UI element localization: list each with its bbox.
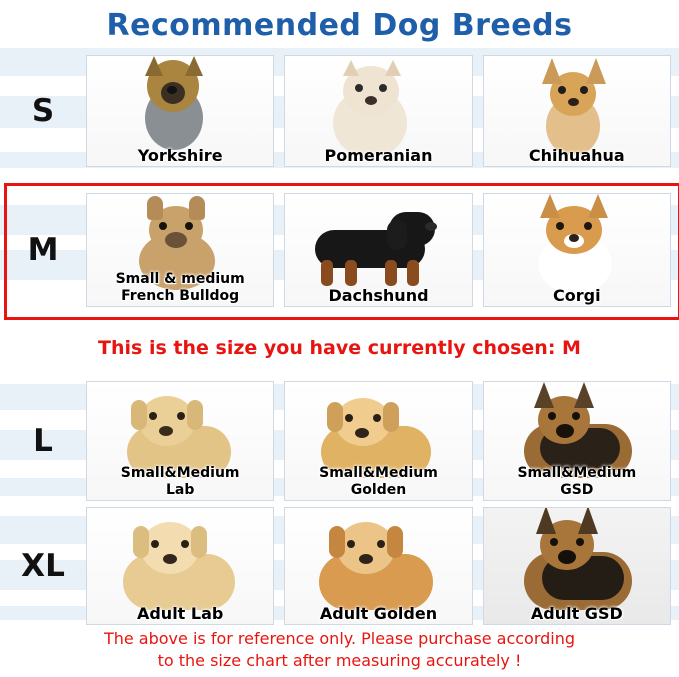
breed-caption-line2: Golden	[350, 482, 407, 498]
breed-card-adult-lab[interactable]	[86, 507, 274, 625]
footer-note	[0, 628, 679, 672]
breed-caption	[285, 465, 471, 499]
row-cards-m	[86, 193, 679, 307]
breed-card-pomeranian[interactable]	[284, 55, 472, 167]
breed-caption: Dachshund	[328, 286, 429, 305]
page-title: Recommended Dog Breeds	[106, 8, 573, 43]
breed-card-dachshund[interactable]	[284, 193, 472, 307]
breed-caption	[87, 465, 273, 499]
breed-caption-line1: Small&Medium	[517, 465, 637, 481]
breed-caption: Adult GSD	[530, 604, 623, 623]
breed-caption-line2: French Bulldog	[121, 288, 240, 304]
breed-caption-line2: GSD	[560, 482, 594, 498]
breed-card-adult-gsd[interactable]	[483, 507, 671, 625]
breed-caption: Corgi	[553, 286, 601, 305]
row-label-m: M	[27, 232, 59, 268]
breed-caption: Pomeranian	[324, 145, 433, 165]
breed-card-chihuahua[interactable]	[483, 55, 671, 167]
footer-note-line2: to the size chart after measuring accurately !	[157, 651, 522, 670]
size-row-m	[0, 192, 679, 308]
row-label-s: S	[31, 92, 55, 129]
chosen-size-note: This is the size you have currently chosen: M	[98, 337, 581, 359]
breed-card-small-medium-golden[interactable]	[284, 381, 472, 501]
size-row-xl	[0, 506, 679, 626]
breed-caption: Yorkshire	[137, 145, 223, 165]
breed-caption: Adult Golden	[319, 604, 438, 623]
breed-card-adult-golden[interactable]	[284, 507, 472, 625]
row-cards-s	[86, 55, 679, 167]
breed-caption: Chihuahua	[528, 145, 625, 165]
breed-caption: Adult Lab	[136, 604, 224, 623]
size-row-l	[0, 380, 679, 502]
footer-note-line1: The above is for reference only. Please purchase according	[103, 629, 576, 648]
breed-caption	[484, 465, 670, 499]
row-cards-xl	[86, 507, 679, 625]
size-row-s	[0, 53, 679, 168]
breed-caption-line1: Small&Medium	[319, 465, 438, 481]
breed-card-yorkshire[interactable]	[86, 55, 274, 167]
breed-card-small-medium-gsd[interactable]	[483, 381, 671, 501]
breed-caption-line2: Lab	[165, 482, 195, 498]
row-label-l: L	[33, 423, 53, 459]
breed-card-small-medium-lab[interactable]	[86, 381, 274, 501]
row-label-xl: XL	[21, 548, 65, 584]
breed-caption-line1: Small&Medium	[120, 465, 240, 481]
breed-caption	[87, 271, 273, 305]
breed-card-french-bulldog[interactable]	[86, 193, 274, 307]
breed-caption-line1: Small & medium	[115, 271, 245, 287]
row-cards-l	[86, 381, 679, 501]
breed-card-corgi[interactable]	[483, 193, 671, 307]
